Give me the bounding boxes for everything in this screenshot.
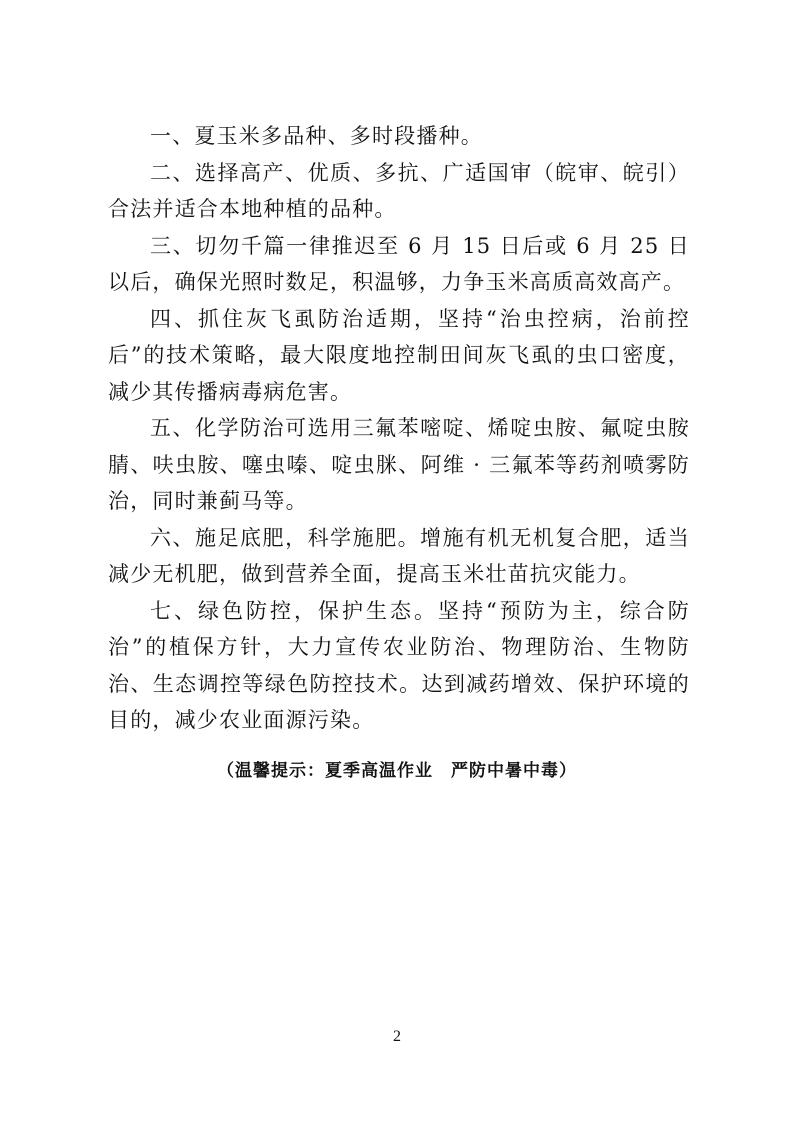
paragraph-3: 三、切勿千篇一律推迟至 6 月 15 日后或 6 月 25 日以后，确保光照时数足，积温够，力争玉米高质高效高产。 [108,233,690,294]
body-text [108,118,690,739]
paragraph-7: 七、绿色防控，保护生态。坚持“预防为主，综合防治”的植保方针，大力宣传农业防治、物理防治、生物防治、生态调控等绿色防控技术。达到减药增效、保护环境的目的，减少农业面源污染。 [108,598,690,732]
paragraph-6: 六、施足底肥，科学施肥。增施有机无机复合肥，适当减少无机肥，做到营养全面，提高玉米壮苗抗灾能力。 [108,525,690,586]
warm-tip: （温馨提示：夏季高温作业 严防中暑中毒） [217,761,577,781]
paragraph-2: 二、选择高产、优质、多抗、广适国审（皖审、皖引）合法并适合本地种植的品种。 [108,160,690,221]
paragraph-1: 一、夏玉米多品种、多时段播种。 [150,124,483,148]
paragraph-5: 五、化学防治可选用三氟苯嘧啶、烯啶虫胺、氟啶虫胺腈、呋虫胺、噻虫嗪、啶虫脒、阿维 · 三氟苯等药剂喷雾防治，同时兼蓟马等。 [108,416,690,513]
paragraph-4: 四、抓住灰飞虱防治适期，坚持“治虫控病，治前控后”的技术策略，最大限度地控制田间灰飞虱的虫口密度，减少其传播病毒病危害。 [108,306,690,404]
page-number: 2 [393,1028,401,1045]
